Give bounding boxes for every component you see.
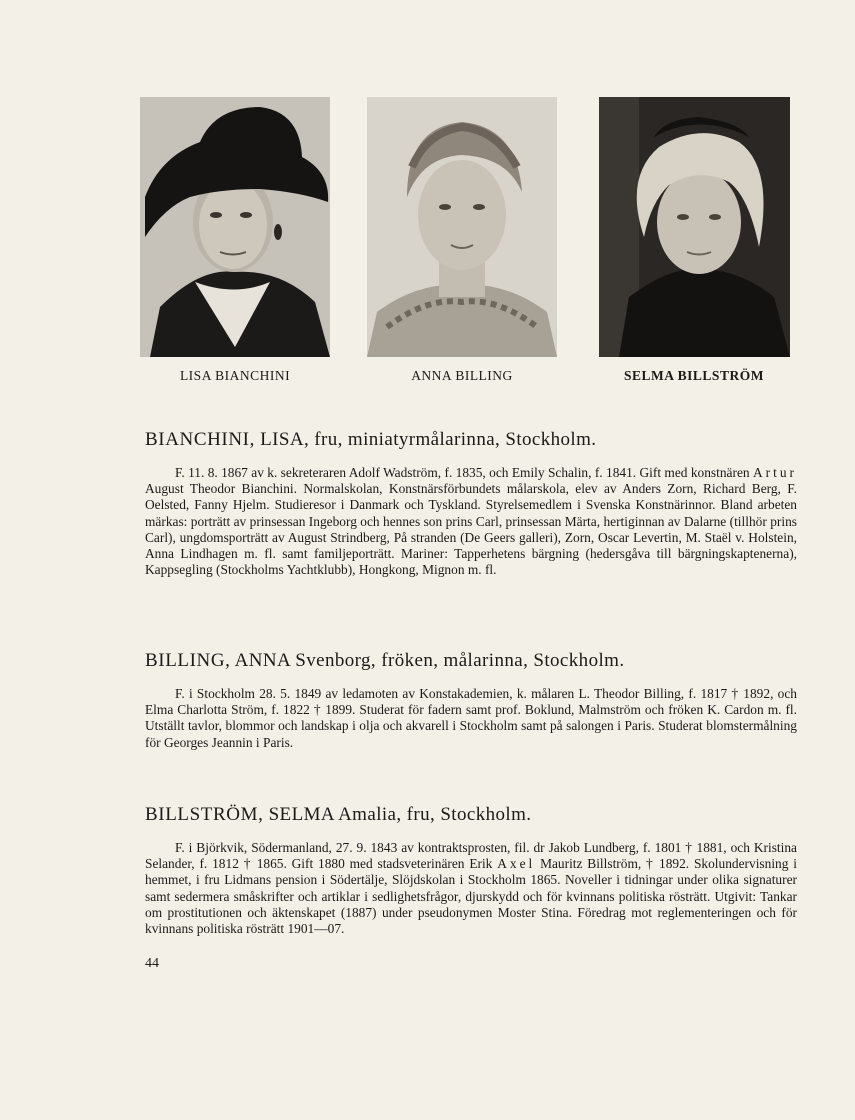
entry-description: Amalia, fru, Stockholm.	[338, 804, 532, 825]
entry-heading	[145, 429, 797, 451]
portrait-photo	[367, 97, 557, 357]
entry-spaced-name: Artur	[752, 465, 797, 480]
entry-surname: BIANCHINI,	[145, 429, 255, 450]
portrait-anna-billing	[367, 97, 557, 357]
portrait-photo-graphic	[367, 97, 557, 357]
entry-body	[145, 686, 797, 751]
page-number: 44	[145, 956, 159, 971]
entry-text: August Theodor Bianchini. Normalskolan, Konstnärsförbundets målarskola, elev av Anders Zorn, Richard Berg, F. Oelsted, Fanny Hjelm. Studieresor i Danmark och Tyskland. Styrelsemedlem i Svenska Konstnärinnor. Bland arbeten märkas: porträtt av prinsessan Ingeborg och hennes son prins Carl, prinsessan Märta, hertiginnan av Dalarne (tillhör prins Carl), ungdomsporträtt av August Strindberg, På stranden (De Geers galleri), Zorn, Oscar Levertin, M. Staël v. Holstein, Anna Lindhagen m. fl. samt familjeporträtt. Mariner: Tapperhetens bärgning (hedersgåva till bärgningskaptenerna), Kappsegling (Stockholms Yachtklubb), Hongkong, Mignon m. fl.	[145, 481, 797, 578]
entry-text: Mauritz Billström, † 1892. Skolundervisning i hemmet, i fru Lidmans pension i Södertälje, Slöjdskolan i Stockholm 1865. Noveller i tidningar under olika signaturer samt sedermera småskrifter och artiklar i sedlighetsfrågor, djurskydd och för kvinnans politiska rösträtt. Utgivit: Tankar om prostitutionen och äktenskapet (1887) under pseudonymen Moster Stina. Föredrag mot reglementeringen och för kvinnans politiska rösträtt 1901—07.	[145, 856, 797, 937]
entry-heading	[145, 804, 797, 826]
portrait-selma-billstrom	[599, 97, 790, 357]
entry-given-name: LISA,	[260, 429, 310, 450]
biography-entry	[145, 650, 797, 751]
portrait-lisa-bianchini	[140, 97, 330, 357]
entry-heading	[145, 650, 797, 672]
portrait-photo	[599, 97, 790, 357]
entry-description: Svenborg, fröken, målarinna, Stockholm.	[295, 650, 625, 671]
entry-text: F. i Björkvik, Södermanland, 27. 9. 1843 av kontraktsprosten, fil. dr Jakob Lundberg, f. 1801 † 1881, och Kristina Selander, f. 1812 † 1865. Gift 1880 med stadsveterinären Erik	[145, 840, 797, 872]
entry-description: fru, miniatyrmålarinna, Stockholm.	[314, 429, 597, 450]
biography-entry	[145, 429, 797, 578]
biography-entry	[145, 804, 797, 937]
portrait-photo	[140, 97, 330, 357]
entry-surname: BILLSTRÖM,	[145, 804, 264, 825]
portrait-caption: ANNA BILLING	[411, 368, 513, 383]
portrait-photo-graphic	[140, 97, 330, 357]
entry-given-name: ANNA	[234, 650, 291, 671]
entry-spaced-name: Axel	[497, 856, 536, 872]
entry-body	[145, 465, 797, 578]
portrait-caption: LISA BIANCHINI	[179, 368, 291, 383]
entry-surname: BILLING,	[145, 650, 231, 671]
portrait-caption: SELMA BILLSTRÖM	[624, 368, 764, 383]
entry-text: F. 11. 8. 1867 av k. sekreteraren Adolf Wadström, f. 1835, och Emily Schalin, f. 1841. Gift med konstnären	[175, 465, 750, 480]
entry-body	[145, 840, 797, 937]
entry-text: F. i Stockholm 28. 5. 1849 av ledamoten av Konstakademien, k. målaren L. Theodor Billing, f. 1817 † 1892, och Elma Charlotta Ström, f. 1822 † 1899. Studerat för fadern samt prof. Boklund, Malmström och fröken K. Cardon m. fl. Utställt tavlor, blommor och landskap i olja och akvarell i Stockholm samt på salongen i Paris. Studerat blomstermålning för Georges Jeannin i Paris.	[145, 686, 797, 750]
entry-given-name: SELMA	[268, 804, 334, 825]
portrait-photo-graphic	[599, 97, 790, 357]
